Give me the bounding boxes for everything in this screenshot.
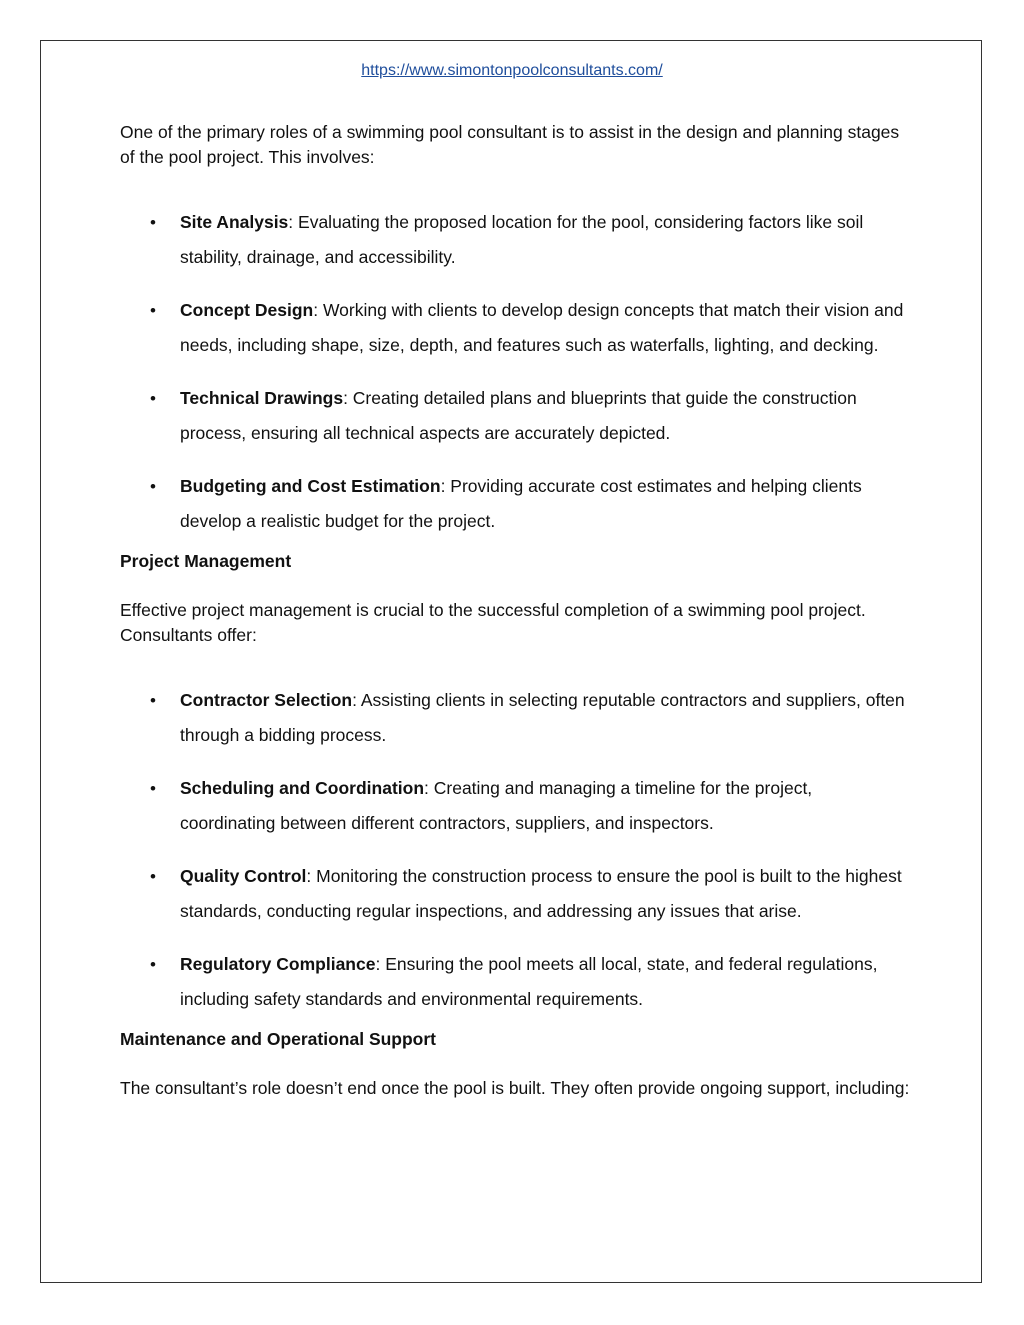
list-item xyxy=(120,683,910,753)
item-description: : Creating detailed plans and blueprints that guide the construction process, ensuring all technical aspects are accurately depicted. xyxy=(180,388,857,443)
project-management-intro-paragraph: Effective project management is crucial to the successful completion of a swimming pool project. Consultants offer: xyxy=(120,600,866,645)
bullet-icon: • xyxy=(150,213,156,232)
item-description: : Assisting clients in selecting reputable contractors and suppliers, often through a bidding process. xyxy=(180,690,905,745)
bullet-icon: • xyxy=(150,389,156,408)
item-description: : Ensuring the pool meets all local, state, and federal regulations, including safety standards and environmental requirements. xyxy=(180,954,878,1009)
maintenance-intro-paragraph: The consultant’s role doesn’t end once the pool is built. They often provide ongoing support, including: xyxy=(120,1078,910,1098)
item-term: Contractor Selection xyxy=(180,690,353,710)
website-url-link[interactable]: https://www.simontonpoolconsultants.com/ xyxy=(361,62,663,79)
list-item xyxy=(120,771,910,841)
item-term: Quality Control xyxy=(180,866,307,886)
project-management-heading: Project Management xyxy=(120,551,292,571)
bullet-icon: • xyxy=(150,691,156,710)
item-term: Scheduling and Coordination xyxy=(180,778,425,798)
list-item xyxy=(120,469,910,539)
design-bullet-list xyxy=(120,205,910,539)
item-description: : Providing accurate cost estimates and helping clients develop a realistic budget for the project. xyxy=(180,476,862,531)
item-description: : Evaluating the proposed location for the pool, considering factors like soil stability, drainage, and accessibility. xyxy=(180,212,864,267)
list-item xyxy=(120,859,910,929)
item-term: Budgeting and Cost Estimation xyxy=(180,476,441,496)
bullet-icon: • xyxy=(150,301,156,320)
maintenance-heading: Maintenance and Operational Support xyxy=(120,1029,437,1049)
bullet-icon: • xyxy=(150,779,156,798)
list-item xyxy=(120,381,910,451)
item-description: : Working with clients to develop design concepts that match their vision and needs, including shape, size, depth, and features such as waterfalls, lighting, and decking. xyxy=(180,300,904,355)
item-term: Regulatory Compliance xyxy=(180,954,376,974)
list-item xyxy=(120,205,910,275)
item-description: : Creating and managing a timeline for the project, coordinating between different contractors, suppliers, and inspectors. xyxy=(180,778,813,833)
item-description: : Monitoring the construction process to ensure the pool is built to the highest standards, conducting regular inspections, and addressing any issues that arise. xyxy=(180,866,902,921)
bullet-icon: • xyxy=(150,477,156,496)
bullet-icon: • xyxy=(150,867,156,886)
document-body xyxy=(120,120,910,1101)
list-item xyxy=(120,947,910,1017)
project-management-bullet-list xyxy=(120,683,910,1017)
item-term: Technical Drawings xyxy=(180,388,344,408)
bullet-icon: • xyxy=(150,955,156,974)
item-term: Concept Design xyxy=(180,300,314,320)
item-term: Site Analysis xyxy=(180,212,289,232)
design-intro-paragraph: One of the primary roles of a swimming pool consultant is to assist in the design and planning stages of the pool project. This involves: xyxy=(120,122,900,167)
list-item xyxy=(120,293,910,363)
